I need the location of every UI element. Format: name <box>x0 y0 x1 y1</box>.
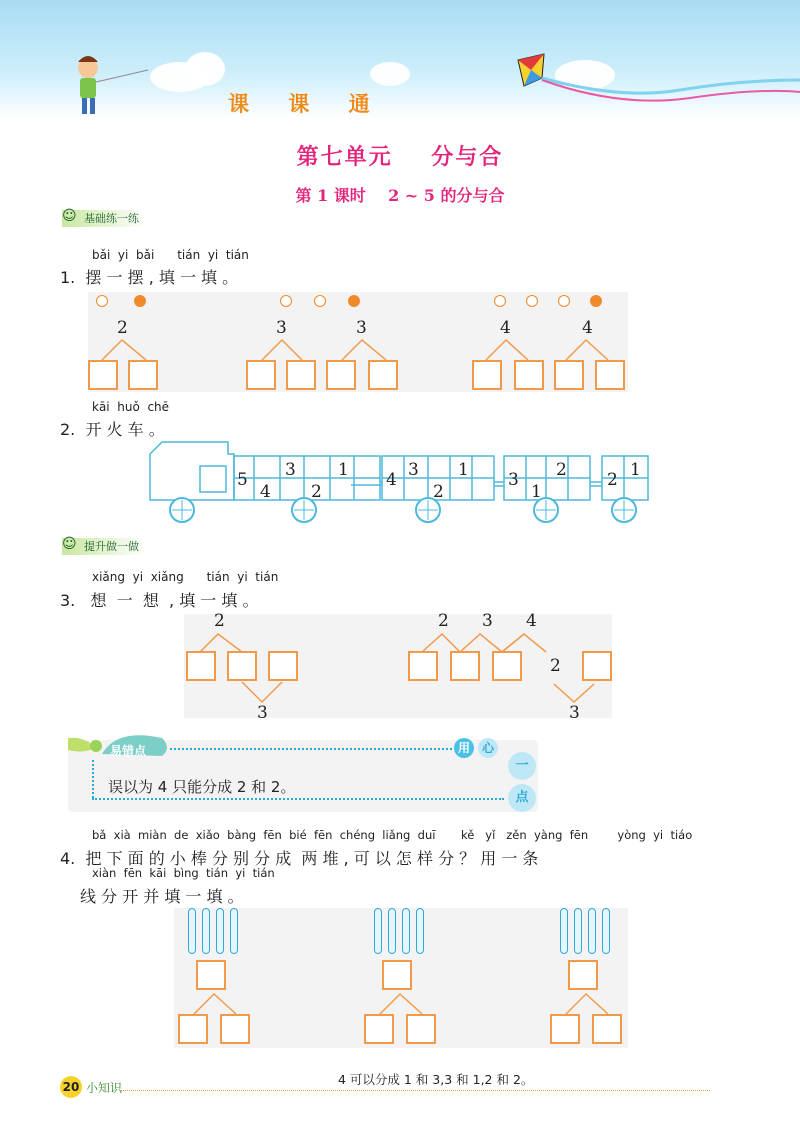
answer-box[interactable] <box>220 1014 250 1044</box>
counter-filled <box>134 295 146 307</box>
q1-pinyin: bǎi yi bǎi tián yi tián <box>92 248 249 262</box>
answer-box[interactable] <box>196 960 226 990</box>
q3-left-bottom: 3 <box>257 703 268 723</box>
train-number: 1 <box>630 460 641 480</box>
q3-text: 3. 想 一 想 , 填 一 填 。 <box>60 591 259 610</box>
child-icon: ☺ <box>62 208 77 224</box>
train-number: 2 <box>607 470 618 490</box>
stick <box>416 908 424 954</box>
stick <box>574 908 582 954</box>
unit-title: 第七单元 分与合 <box>296 144 504 170</box>
kite-icon <box>500 50 800 120</box>
counter-filled <box>590 295 602 307</box>
tip-badge: 心 <box>478 738 498 758</box>
tip-text: 误以为 4 只能分成 2 和 2。 <box>108 778 296 796</box>
tip-dotted-line <box>92 798 504 800</box>
stick <box>602 908 610 954</box>
q3-right-bottom: 3 <box>569 703 580 723</box>
answer-box[interactable] <box>227 651 257 681</box>
answer-box[interactable] <box>382 960 412 990</box>
tip-label: 易错点 <box>110 744 147 758</box>
answer-box[interactable] <box>368 360 398 390</box>
page-number: 20 <box>60 1076 82 1098</box>
section-advanced-label: 提升做一做 <box>62 538 147 555</box>
counter-filled <box>348 295 360 307</box>
q3-right-top: 2 <box>438 611 449 631</box>
counter-empty <box>96 295 108 307</box>
q3-left-top: 2 <box>214 611 225 631</box>
answer-box[interactable] <box>554 360 584 390</box>
q4-pinyin-1: bǎ xià miàn de xiǎo bàng fēn bié fēn chéng liǎng duī kě yǐ zěn yàng fēn yòng yi tiáo <box>92 828 693 842</box>
answer-box[interactable] <box>582 651 612 681</box>
train-number: 5 <box>237 470 248 490</box>
q3-right-top: 4 <box>526 611 537 631</box>
section-basic-label: 基础练一练 <box>62 210 147 227</box>
stick <box>588 908 596 954</box>
stick <box>188 908 196 954</box>
footer-label: 小知识 <box>86 1081 123 1095</box>
section-basic <box>62 210 147 226</box>
train-number: 3 <box>285 460 296 480</box>
answer-box[interactable] <box>450 651 480 681</box>
q4-pinyin-2: xiàn fēn kāi bìng tián yi tián <box>92 866 275 880</box>
counter-empty <box>280 295 292 307</box>
train-number: 3 <box>508 470 519 490</box>
q4-branch-lines <box>174 990 628 1016</box>
train-number: 1 <box>458 460 469 480</box>
tip-badge: 用 <box>454 738 474 758</box>
boy-flying-kite-icon <box>60 50 150 120</box>
answer-box[interactable] <box>186 651 216 681</box>
stick <box>388 908 396 954</box>
q4-text-2: 线 分 开 并 填 一 填 。 <box>80 887 244 906</box>
cloud-icon <box>370 62 410 86</box>
train-number: 2 <box>556 460 567 480</box>
answer-box[interactable] <box>364 1014 394 1044</box>
footer-fact: 4 可以分成 1 和 3,3 和 1,2 和 2。 <box>338 1072 534 1087</box>
tip-dotted-line <box>92 760 94 798</box>
answer-box[interactable] <box>595 360 625 390</box>
answer-box[interactable] <box>88 360 118 390</box>
answer-box[interactable] <box>408 651 438 681</box>
answer-box[interactable] <box>326 360 356 390</box>
train-number: 1 <box>338 460 349 480</box>
stick <box>202 908 210 954</box>
train-number: 4 <box>260 482 271 502</box>
q1-top-number: 4 <box>500 318 511 338</box>
q1-top-number: 3 <box>276 318 287 338</box>
counter-empty <box>494 295 506 307</box>
tip-dotted-line <box>170 748 452 750</box>
q1-text: 1. 摆 一 摆 , 填 一 填 。 <box>60 268 239 287</box>
counter-empty <box>526 295 538 307</box>
answer-box[interactable] <box>592 1014 622 1044</box>
answer-box[interactable] <box>128 360 158 390</box>
q1-branch-lines <box>88 336 628 362</box>
train-number: 1 <box>531 482 542 502</box>
q4-text-1: 4. 把 下 面 的 小 棒 分 别 分 成 两 堆 , 可 以 怎 样 分 ？ 用 一 条 <box>60 849 539 868</box>
counter-empty <box>558 295 570 307</box>
q1-top-number: 4 <box>582 318 593 338</box>
stick <box>374 908 382 954</box>
answer-box[interactable] <box>514 360 544 390</box>
cloud-icon <box>185 52 225 86</box>
answer-box[interactable] <box>472 360 502 390</box>
counter-empty <box>314 295 326 307</box>
stick <box>402 908 410 954</box>
q2-pinyin: kāi huǒ chē <box>92 400 170 414</box>
answer-box[interactable] <box>268 651 298 681</box>
train-number: 4 <box>386 470 397 490</box>
q3-right-mid: 2 <box>550 656 561 676</box>
tip-side-badge: 点 <box>508 784 536 812</box>
child-icon: ☺ <box>62 536 77 552</box>
lesson-title: 第 1 课时 2 ~ 5 的分与合 <box>295 186 505 205</box>
stick <box>560 908 568 954</box>
stick <box>230 908 238 954</box>
q1-top-number: 3 <box>356 318 367 338</box>
train-number: 2 <box>433 482 444 502</box>
answer-box[interactable] <box>178 1014 208 1044</box>
q1-top-number: 2 <box>117 318 128 338</box>
answer-box[interactable] <box>568 960 598 990</box>
answer-box[interactable] <box>492 651 522 681</box>
train-diagram <box>148 440 650 524</box>
q3-right-top: 3 <box>482 611 493 631</box>
q2-text: 2. 开 火 车 。 <box>60 420 165 439</box>
stick <box>216 908 224 954</box>
answer-box[interactable] <box>286 360 316 390</box>
train-number: 3 <box>408 460 419 480</box>
answer-box[interactable] <box>550 1014 580 1044</box>
answer-box[interactable] <box>406 1014 436 1044</box>
tip-side-badge: 一 <box>508 752 536 780</box>
train-number: 2 <box>311 482 322 502</box>
q3-pinyin: xiǎng yi xiǎng tián yi tián <box>92 570 279 584</box>
footer-line <box>120 1090 710 1091</box>
brand-title: 课 课 通 <box>228 92 386 116</box>
answer-box[interactable] <box>246 360 276 390</box>
section-advanced <box>62 538 147 554</box>
